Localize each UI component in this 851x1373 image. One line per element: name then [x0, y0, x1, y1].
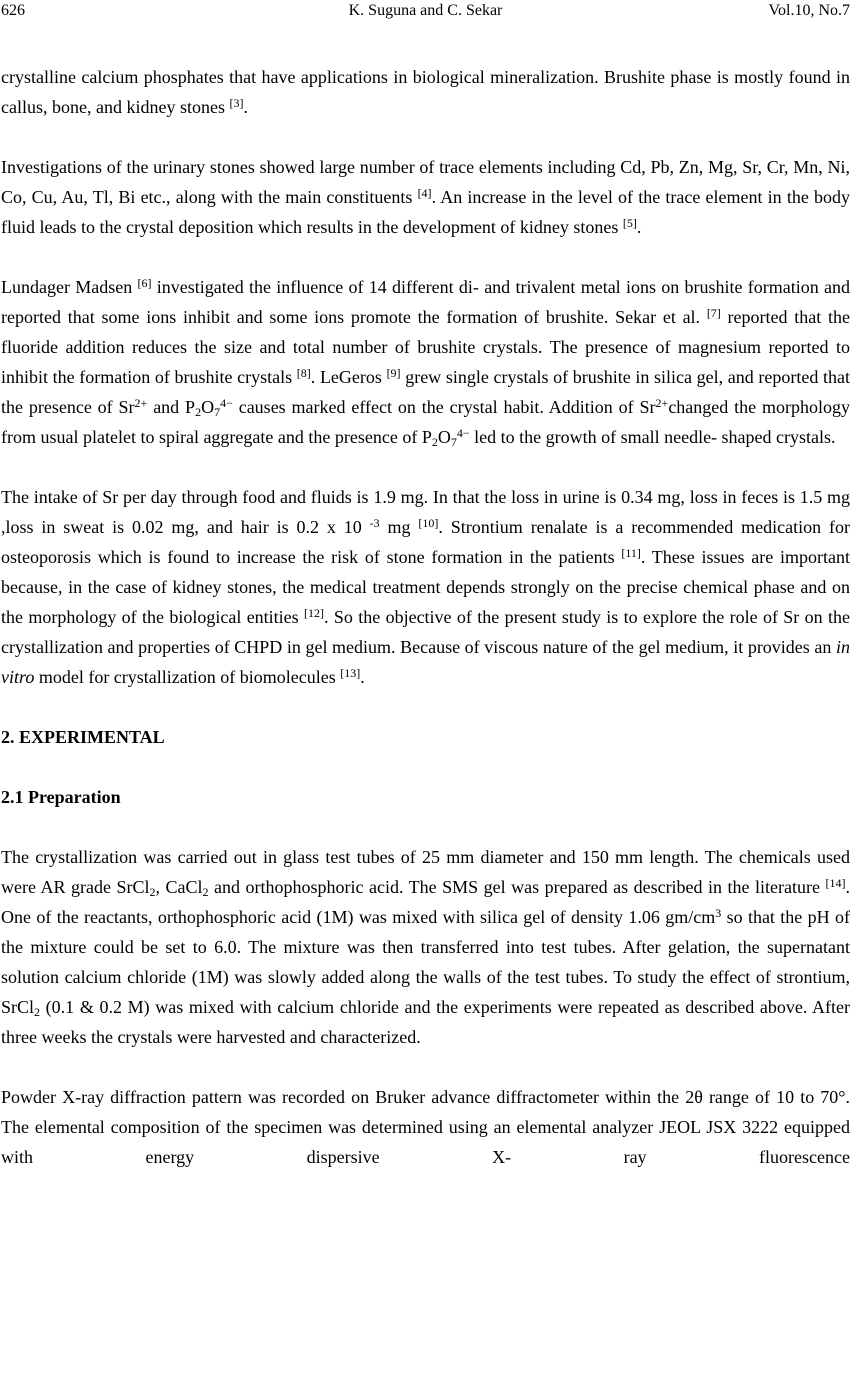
text-run: reported that the fluoride addition reduces the size and total number of brushite crystals. The presence of magnesium reported to inhibit the formation of brushite crystals — [1, 307, 851, 387]
text-run: O — [437, 427, 451, 447]
citation: [14] — [825, 876, 846, 890]
header-authors: K. Suguna and C. Sekar — [348, 2, 503, 19]
subscript: 2 — [202, 885, 209, 899]
text-run: and P — [147, 397, 196, 417]
text-run: mg — [379, 517, 419, 537]
subsection-heading: 2.1 Preparation — [1, 787, 121, 807]
superscript: 2+ — [655, 396, 669, 410]
superscript: 4− — [456, 426, 470, 440]
text-run: changed the morphology from usual platelet to spiral aggregate and the presence of P — [1, 397, 850, 447]
text-run: . Strontium renalate is a recommended medication for osteoporosis which is found to increase the risk of stone formation in the patients — [1, 517, 850, 567]
text-run: (0.1 & 0.2 M) was mixed with calcium chloride and the experiments were repeated as described above. After three weeks the crystals were harvested and characterized. — [1, 997, 850, 1047]
citation: [4] — [417, 186, 432, 200]
text-run: Powder X-ray diffraction pattern was recorded on Bruker advance diffractometer within the 2θ range of 10 to 70°. The elemental composition of the specimen was determined using an elemental analyzer JEOL JSX 3222 equipped with energy dispersive X- ray fluorescence — [1, 1087, 850, 1167]
text-run: so that the pH of the mixture could be set to 6.0. The mixture was then transferred into test tubes. After gelation, the supernatant solution calcium chloride (1M) was slowly added along the walls of the test tubes. To study the effect of strontium, SrCl — [1, 907, 850, 1017]
paragraph-1 — [1, 62, 850, 122]
text-run: The intake of Sr per day through food and fluids is 1.9 mg. In that the loss in urine is 0.34 mg, loss in feces is 1.5 mg ,loss in sweat is 0.02 mg, and hair is 0.2 x 10 — [1, 487, 850, 537]
text-run: crystalline calcium phosphates that have applications in biological mineralization. Brushite phase is mostly found in callus, bone, and kidney stones — [1, 67, 850, 117]
header-volume: Vol.10, No.7 — [768, 2, 850, 19]
section-heading: 2. EXPERIMENTAL — [1, 727, 165, 747]
text-run: . — [243, 97, 248, 117]
citation: [9] — [386, 366, 401, 380]
article-body — [1, 62, 850, 1172]
subscript: 2 — [34, 1005, 41, 1019]
citation: [7] — [706, 306, 721, 320]
italic-term: in vitro — [1, 637, 850, 687]
superscript: 2+ — [134, 396, 148, 410]
citation: [8] — [296, 366, 311, 380]
paragraph-6 — [1, 1082, 850, 1172]
superscript: 4− — [220, 396, 233, 410]
paragraph-5 — [1, 842, 850, 1052]
subscript: 2 — [431, 435, 438, 449]
text-run: led to the growth of small needle- shaped crystals. — [469, 427, 836, 447]
paragraph-3 — [1, 272, 850, 452]
paragraph-4 — [1, 482, 850, 692]
citation: [10] — [418, 516, 439, 530]
citation: [13] — [340, 666, 361, 680]
paragraph-2 — [1, 152, 850, 242]
running-header — [1, 0, 850, 22]
text-run: model for crystallization of biomolecules — [34, 667, 341, 687]
citation: [3] — [229, 96, 244, 110]
subscript: 7 — [450, 435, 457, 449]
text-run: The crystallization was carried out in glass test tubes of 25 mm diameter and 150 mm length. The chemicals used were AR grade SrCl — [1, 847, 850, 897]
text-run: Lundager Madsen — [1, 277, 138, 297]
subscript: 2 — [149, 885, 156, 899]
text-run: . An increase in the level of the trace element in the body fluid leads to the crystal deposition which results in the development of kidney stones — [1, 187, 851, 237]
superscript: -3 — [369, 516, 380, 530]
subscript: 7 — [214, 405, 221, 419]
text-run: O — [201, 397, 215, 417]
text-run: grew single crystals of brushite in silica gel, and reported that the presence of Sr — [1, 367, 850, 417]
citation: [5] — [622, 216, 637, 230]
text-run: , CaCl — [155, 877, 203, 897]
text-run: . One of the reactants, orthophosphoric acid (1M) was mixed with silica gel of density 1.06 gm/cm — [1, 877, 851, 927]
text-run: and orthophosphoric acid. The SMS gel was prepared as described in the literature — [208, 877, 826, 897]
text-run: investigated the influence of 14 different di- and trivalent metal ions on brushite formation and reported that some ions inhibit and some ions promote the formation of brushite. Sekar et al. — [1, 277, 850, 327]
text-run: . — [360, 667, 365, 687]
page-number: 626 — [1, 2, 25, 19]
superscript: 3 — [715, 906, 722, 920]
citation: [12] — [304, 606, 325, 620]
citation: [11] — [621, 546, 641, 560]
text-run: Investigations of the urinary stones showed large number of trace elements including Cd, Pb, Zn, Mg, Sr, Cr, Mn, Ni, Co, Cu, Au, Tl, Bi etc., along with the main constituents — [1, 157, 850, 207]
text-run: causes marked effect on the crystal habit. Addition of Sr — [232, 397, 656, 417]
text-run: . LeGeros — [310, 367, 387, 387]
text-run: . — [636, 217, 642, 237]
subscript: 2 — [195, 405, 202, 419]
text-run: . So the objective of the present study is to explore the role of Sr on the crystallization and properties of CHPD in gel medium. Because of viscous nature of the gel medium, it provides an — [1, 607, 850, 657]
text-run: . These issues are important because, in the case of kidney stones, the medical treatment depends strongly on the precise chemical phase and on the morphology of the biological entities — [1, 547, 850, 627]
citation: [6] — [137, 276, 152, 290]
